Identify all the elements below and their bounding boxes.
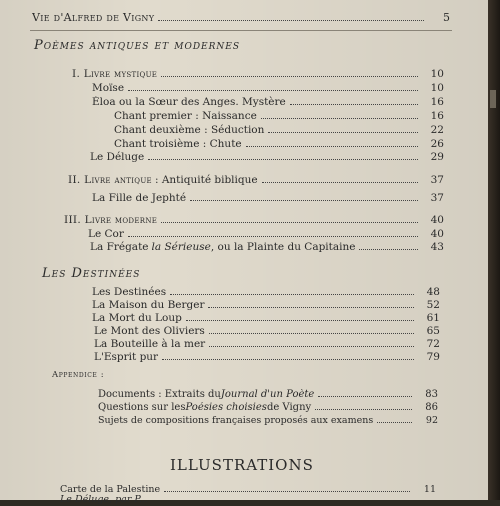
toc-entry: Le Cor 40 xyxy=(88,228,444,240)
toc-entry-title: Vie d'Alfred de Vigny xyxy=(32,12,155,24)
toc-entry: Sujets de compositions françaises proposés aux examens 92 xyxy=(98,415,438,426)
toc-entry: Le Déluge, par P... xyxy=(60,494,148,505)
appendix-heading: Appendice : xyxy=(52,370,105,380)
divider xyxy=(30,30,452,31)
toc-entry: La Mort du Loup 61 xyxy=(92,312,440,324)
toc-page-number: 5 xyxy=(443,12,450,24)
toc-entry: Moïse 10 xyxy=(92,82,444,94)
dot-leader xyxy=(158,20,424,21)
illustrations-heading: ILLUSTRATIONS xyxy=(170,456,314,474)
toc-entry-vie xyxy=(32,12,450,24)
toc-entry: Chant premier : Naissance 16 xyxy=(114,110,444,122)
section-heading-destinees: Les Destinées xyxy=(42,266,141,281)
toc-entry: Chant deuxième : Séduction 22 xyxy=(114,124,444,136)
section-heading-poemes: Poèmes antiques et modernes xyxy=(34,38,241,53)
toc-entry: L'Esprit pur 79 xyxy=(94,351,440,363)
toc-entry: La Bouteille à la mer 72 xyxy=(94,338,440,350)
toc-group-livre-antique: II. Livre antique : Antiquité biblique 37 xyxy=(68,174,444,186)
toc-entry: Questions sur les Poésies choisies de Vigny 86 xyxy=(98,402,438,413)
toc-entry: Le Déluge 29 xyxy=(90,151,444,163)
toc-entry: Chant troisième : Chute 26 xyxy=(114,138,444,150)
toc-entry: La Frégate la Sérieuse , ou la Plainte du Capitaine 43 xyxy=(90,241,444,253)
opposite-page-fragment xyxy=(490,90,496,108)
toc-group-livre-mystique: I. Livre mystique 10 xyxy=(72,68,444,80)
toc-entry: La Fille de Jephté 37 xyxy=(92,192,444,204)
toc-entry: Éloa ou la Sœur des Anges. Mystère 16 xyxy=(92,96,444,108)
toc-entry: Le Mont des Oliviers 65 xyxy=(94,325,440,337)
toc-entry: Les Destinées 48 xyxy=(92,286,440,298)
toc-group-livre-moderne: III. Livre moderne 40 xyxy=(64,214,444,226)
toc-entry: La Maison du Berger 52 xyxy=(92,299,440,311)
book-spine xyxy=(488,0,500,500)
toc-entry: Documents : Extraits du Journal d'un Poète 83 xyxy=(98,389,438,400)
toc-entry: Carte de la Palestine 11 xyxy=(60,484,436,495)
